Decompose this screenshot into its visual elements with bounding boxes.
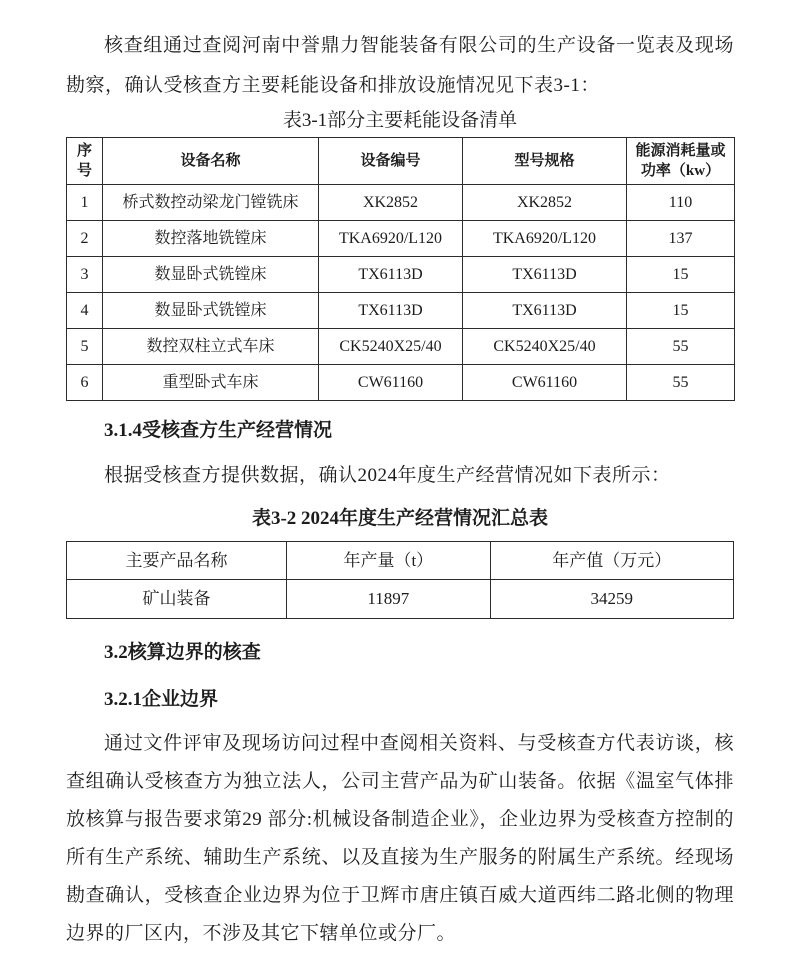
table-cell: 数控双柱立式车床 [103,329,319,365]
equipment-table [66,137,735,401]
table-cell: CW61160 [463,365,627,401]
production-table-header-row [67,542,734,580]
table-cell: 110 [627,185,735,221]
table-cell: 55 [627,329,735,365]
table-cell: 34259 [490,580,733,619]
table-cell: 数显卧式铣镗床 [103,293,319,329]
table-cell: 重型卧式车床 [103,365,319,401]
table-cell: CK5240X25/40 [463,329,627,365]
table-cell: 数显卧式铣镗床 [103,257,319,293]
production-table [66,541,734,619]
equipment-table-body [67,185,735,401]
table-cell: TKA6920/L120 [463,221,627,257]
header-annual-value: 年产值（万元） [490,542,733,580]
table-row [67,185,735,221]
table-row [67,580,734,619]
table-cell: TX6113D [463,293,627,329]
section-heading-3-1-4: 3.1.4受核查方生产经营情况 [104,420,333,441]
table-cell: TKA6920/L120 [319,221,463,257]
table2-caption: 表3-2 2024年度生产经营情况汇总表 [251,508,549,529]
table-cell: XK2852 [319,185,463,221]
header-model-spec: 型号规格 [463,138,627,185]
table-cell: TX6113D [319,257,463,293]
enterprise-boundary-paragraph: 通过文件评审及现场访问过程中查阅相关资料、与受核查方代表访谈，核查组确认受核查方为独立法人，公司主营产品为矿山装备。依据《温室气体排放核算与报告要求第29 部分:机械设备制造企业》，企业边界为受核查方控制的所有生产系统、辅助生产系统、以及直接为生产服务的附属生产系统。经现场勘查确认，受核查企业边界为位于卫辉市唐庄镇百威大道西纬二路北侧的物理边界的厂区内，不涉及其它下辖单位或分厂。 [66,733,734,944]
table-cell: 15 [627,293,735,329]
section-heading-3-2-1: 3.2.1企业边界 [104,689,219,710]
header-energy-power: 能源消耗量或功率（kw） [627,138,735,185]
table1-caption: 表3-1部分主要耗能设备清单 [282,110,518,131]
production-table-body [67,580,734,619]
table-cell: TX6113D [463,257,627,293]
table-cell: 2 [67,221,103,257]
table-row [67,329,735,365]
table-cell: CK5240X25/40 [319,329,463,365]
table-cell: 137 [627,221,735,257]
table-cell: 1 [67,185,103,221]
table-row [67,365,735,401]
intro-paragraph: 核查组通过查阅河南中誉鼎力智能装备有限公司的生产设备一览表及现场勘察，确认受核查方主要耗能设备和排放设施情况见下表3-1： [66,35,734,96]
table-cell: 55 [627,365,735,401]
header-product-name: 主要产品名称 [67,542,287,580]
table-cell: 桥式数控动梁龙门镗铣床 [103,185,319,221]
table-row [67,257,735,293]
header-annual-output: 年产量（t） [287,542,490,580]
table-cell: CW61160 [319,365,463,401]
table-row [67,293,735,329]
table-cell: TX6113D [319,293,463,329]
table-cell: 矿山装备 [67,580,287,619]
table-cell: 5 [67,329,103,365]
header-index: 序号 [67,138,103,185]
table-cell: 4 [67,293,103,329]
table-cell: XK2852 [463,185,627,221]
section-heading-3-2: 3.2核算边界的核查 [104,642,261,663]
table-cell: 6 [67,365,103,401]
table-cell: 3 [67,257,103,293]
header-equipment-number: 设备编号 [319,138,463,185]
table-cell: 11897 [287,580,490,619]
equipment-table-header-row [67,138,735,185]
table-row [67,221,735,257]
header-equipment-name: 设备名称 [103,138,319,185]
table-cell: 数控落地铣镗床 [103,221,319,257]
production-intro-paragraph: 根据受核查方提供数据，确认2024年度生产经营情况如下表所示： [104,465,671,486]
table-cell: 15 [627,257,735,293]
